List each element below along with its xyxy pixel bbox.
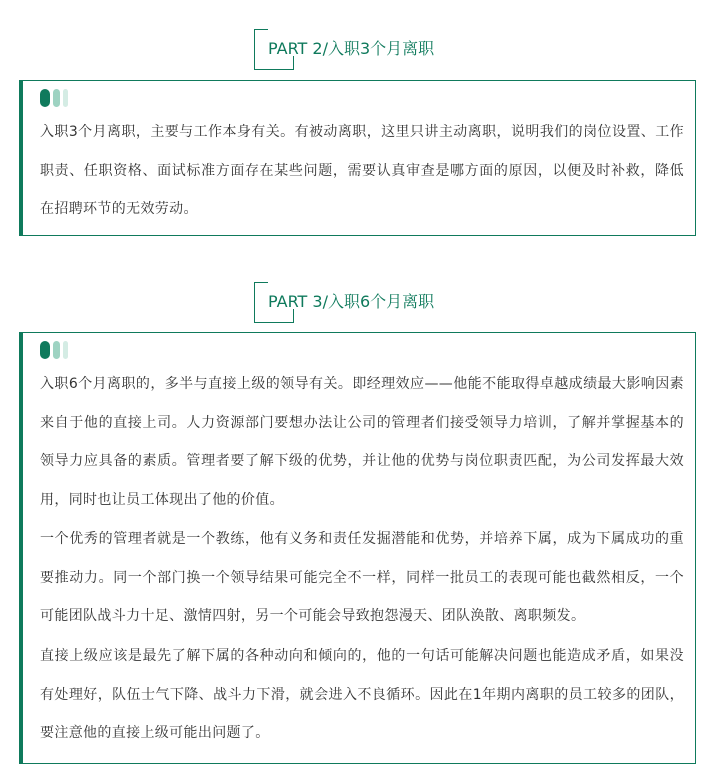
paragraph: 入职3个月离职，主要与工作本身有关。有被动离职，这里只讲主动离职，说明我们的岗位设置、工作职责、任职资格、面试标准方面存在某些问题，需要认真审查是哪方面的原因，以便及时补救，降低在招聘环节的无效劳动。 [40, 124, 684, 217]
dot-icon [40, 89, 50, 107]
section-title: PART 3/入职6个月离职 [268, 292, 435, 311]
dot-icon [63, 89, 68, 107]
section-card-part3 [19, 332, 696, 764]
dot-icon [53, 341, 60, 359]
paragraph: 直接上级应该是最先了解下属的各种动向和倾向的，他的一句话可能解决问题也能造成矛盾，如果没有处理好，队伍士气下降、战斗力下滑，就会进入不良循环。因此在1年期内离职的员工较多的团队，要注意他的直接上级可能出问题了。 [40, 648, 684, 741]
section-heading-part2 [0, 29, 717, 73]
section-heading-part3 [0, 282, 717, 326]
paragraph: 入职6个月离职的，多半与直接上级的领导有关。即经理效应——他能不能取得卓越成绩最大影响因素来自于他的直接上司。人力资源部门要想办法让公司的管理者们接受领导力培训，了解并掌握基本的领导力应具备的素质。管理者要了解下级的优势，并让他的优势与岗位职责匹配，为公司发挥最大效用，同时也让员工体现出了他的价值。 [40, 376, 684, 508]
paragraph: 一个优秀的管理者就是一个教练，他有义务和责任发掘潜能和优势，并培养下属，成为下属成功的重要推动力。同一个部门换一个领导结果可能完全不一样，同样一批员工的表现可能也截然相反，一个可能团队战斗力十足、激情四射，另一个可能会导致抱怨漫天、团队涣散、离职频发。 [40, 531, 684, 624]
dot-icon [53, 89, 60, 107]
section-card-part2 [19, 80, 696, 236]
dot-icon [63, 341, 68, 359]
dot-icon [40, 341, 50, 359]
section-title: PART 2/入职3个月离职 [268, 39, 435, 58]
